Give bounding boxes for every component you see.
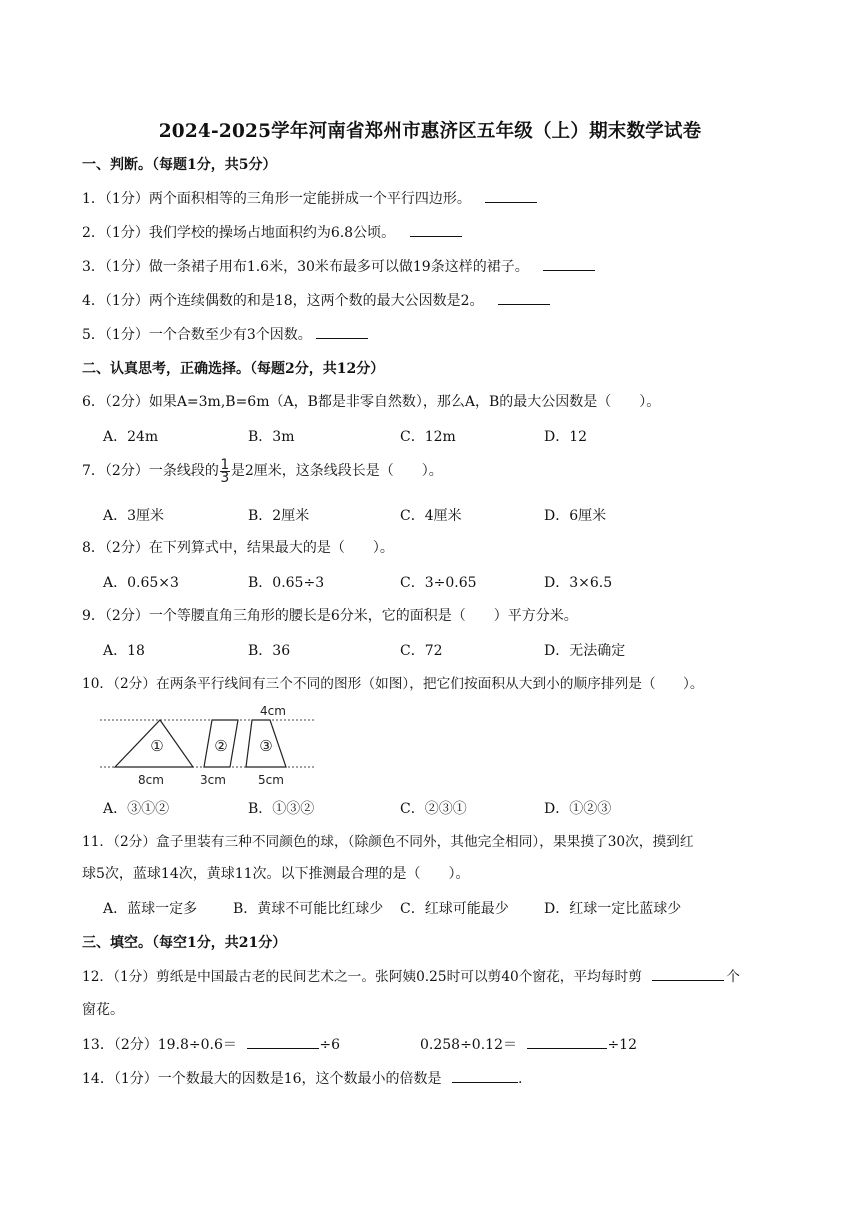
- question-text: 3．（1分）做一条裙子用布1.6米，30米布最多可以做19条这样的裙子。: [82, 259, 529, 275]
- question-12-line-1: [82, 966, 740, 987]
- option-d[interactable]: D．12: [544, 429, 588, 445]
- option-a[interactable]: A．3厘米: [103, 508, 165, 524]
- option-c[interactable]: C．3÷0.65: [400, 575, 477, 591]
- question-8: 8．（2分）在下列算式中，结果最大的是（ ）。: [82, 540, 394, 556]
- answer-blank[interactable]: [452, 1068, 518, 1083]
- fraction-numerator: 1: [220, 456, 230, 473]
- option-b[interactable]: B．3m: [248, 429, 295, 445]
- question-text: 1．（1分）两个面积相等的三角形一定能拼成一个平行四边形。: [82, 191, 471, 207]
- option-a[interactable]: A．0.65×3: [103, 575, 179, 591]
- option-c[interactable]: C．72: [400, 643, 443, 659]
- option-a[interactable]: A．③①②: [103, 801, 170, 817]
- question-text: ÷6: [319, 1037, 340, 1053]
- question-13: [82, 1034, 340, 1055]
- shape-label-3: ③: [259, 737, 273, 755]
- question-7: [82, 457, 443, 485]
- section-heading-judgement: 一、判断。（每题1分，共5分）: [82, 157, 277, 173]
- question-text: 12．（1分）剪纸是中国最古老的民间艺术之一。张阿姨0.25时可以剪40个窗花，平均每时剪: [82, 969, 642, 985]
- section-heading-fill-in: 三、填空。（每空1分，共21分）: [82, 935, 287, 951]
- unit-label: 个: [726, 969, 740, 985]
- base-label-2: 3cm: [200, 773, 226, 787]
- question-text: 4．（1分）两个连续偶数的和是18，这两个数的最大公因数是2。: [82, 293, 484, 309]
- option-a[interactable]: A．24m: [103, 429, 159, 445]
- answer-blank[interactable]: [543, 256, 595, 271]
- parallel-lines-figure: [98, 700, 318, 792]
- question-text: ÷12: [607, 1037, 637, 1053]
- option-c[interactable]: C．红球可能最少: [400, 901, 509, 917]
- answer-blank[interactable]: [316, 324, 368, 339]
- question-text: 7．（2分）一条线段的: [82, 463, 219, 479]
- option-c[interactable]: C．12m: [400, 429, 456, 445]
- base-label-3: 5cm: [258, 773, 284, 787]
- question-1: [82, 188, 537, 209]
- shape-label-1: ①: [150, 737, 164, 755]
- answer-blank[interactable]: [527, 1034, 607, 1049]
- option-d[interactable]: D．6厘米: [544, 508, 607, 524]
- answer-blank[interactable]: [410, 222, 462, 237]
- question-9: 9．（2分）一个等腰直角三角形的腰长是6分米，它的面积是（ ）平方分米。: [82, 608, 578, 624]
- shape-label-2: ②: [214, 737, 228, 755]
- fraction-one-third: [220, 456, 230, 486]
- answer-blank[interactable]: [652, 966, 724, 981]
- question-11-line-1: 11．（2分）盒子里装有三种不同颜色的球，（除颜色不同外，其他完全相同），果果摸了30次，摸到红: [82, 834, 694, 850]
- option-d[interactable]: D．红球一定比蓝球少: [544, 901, 682, 917]
- question-text: 0.258÷0.12＝: [420, 1037, 517, 1053]
- question-text: 13．（2分）19.8÷0.6＝: [82, 1037, 237, 1053]
- question-text: .: [518, 1071, 523, 1087]
- question-12-line-2: 窗花。: [82, 1002, 124, 1018]
- question-text: 2．（1分）我们学校的操场占地面积约为6.8公顷。: [82, 225, 396, 241]
- answer-blank[interactable]: [485, 188, 537, 203]
- option-d[interactable]: D．无法确定: [544, 643, 626, 659]
- answer-blank[interactable]: [247, 1034, 319, 1049]
- page-title: 2024-2025学年河南省郑州市惠济区五年级（上）期末数学试卷: [158, 121, 702, 142]
- question-6: 6．（2分）如果A=3m,B=6m（A，B都是非零自然数），那么A，B的最大公因数是（ ）。: [82, 394, 661, 410]
- question-11-line-2: 球5次，蓝球14次，黄球11次。以下推测最合理的是（ ）。: [82, 866, 470, 882]
- option-b[interactable]: B．0.65÷3: [248, 575, 325, 591]
- option-d[interactable]: D．3×6.5: [544, 575, 613, 591]
- answer-blank[interactable]: [498, 290, 550, 305]
- option-d[interactable]: D．①②③: [544, 801, 612, 817]
- fraction-denominator: 3: [220, 469, 230, 486]
- option-b[interactable]: B．2厘米: [248, 508, 310, 524]
- question-3: [82, 256, 595, 277]
- question-5: [82, 324, 368, 345]
- option-b[interactable]: B．①③②: [248, 801, 315, 817]
- section-heading-choice: 二、认真思考，正确选择。（每题2分，共12分）: [82, 361, 385, 377]
- question-4: [82, 290, 550, 311]
- option-a[interactable]: A．18: [103, 643, 145, 659]
- question-text: 是2厘米，这条线段长是（ ）。: [230, 463, 443, 479]
- question-14: [82, 1068, 522, 1089]
- top-length-label: 4cm: [260, 704, 286, 718]
- option-c[interactable]: C．②③①: [400, 801, 467, 817]
- question-text: 5．（1分）一个合数至少有3个因数。: [82, 327, 312, 343]
- option-b[interactable]: B．36: [248, 643, 291, 659]
- question-13-part-2: [420, 1034, 637, 1055]
- question-2: [82, 222, 462, 243]
- question-10: 10．（2分）在两条平行线间有三个不同的图形（如图），把它们按面积从大到小的顺序排列是（ ）。: [82, 676, 704, 692]
- question-text: 14．（1分）一个数最大的因数是16，这个数最小的倍数是: [82, 1071, 442, 1087]
- option-c[interactable]: C．4厘米: [400, 508, 462, 524]
- option-a[interactable]: A．蓝球一定多: [103, 901, 198, 917]
- option-b[interactable]: B．黄球不可能比红球少: [233, 901, 384, 917]
- base-label-1: 8cm: [138, 773, 164, 787]
